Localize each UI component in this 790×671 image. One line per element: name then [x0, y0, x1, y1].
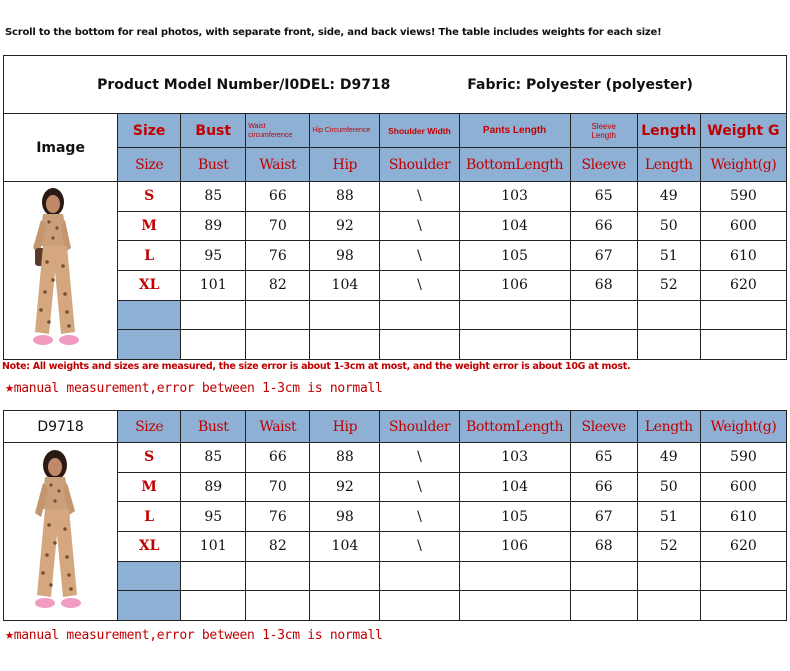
waist-cell: 76	[246, 241, 310, 271]
sleeve-cell: 67	[570, 241, 637, 271]
bottom-length-cell: 106	[459, 531, 570, 561]
length-cell: 51	[637, 241, 700, 271]
manual-note-text: manual measurement,error between 1-3cm is normall	[13, 381, 383, 396]
table-row	[4, 182, 787, 212]
header-bottom-length: BottomLength	[459, 411, 570, 443]
length-cell: 49	[637, 443, 700, 473]
weight-cell: 590	[700, 443, 786, 473]
shoulder-cell: \	[380, 182, 459, 212]
length-cell: 50	[637, 211, 700, 241]
length-cell: 52	[637, 270, 700, 300]
image-header: Image	[4, 114, 118, 182]
bust-cell: 85	[181, 443, 246, 473]
top-note: Scroll to the bottom for real photos, with separate front, side, and back views! The table includes weights for each size!	[5, 27, 662, 38]
header-top-shoulder: Shoulder Width	[380, 114, 459, 148]
hip-cell: 104	[310, 531, 380, 561]
empty-size-cell	[118, 330, 181, 360]
bust-cell: 89	[181, 472, 246, 502]
bust-cell: 101	[181, 270, 246, 300]
sleeve-cell: 68	[570, 270, 637, 300]
header-bottom-sleeve: Sleeve	[570, 148, 637, 182]
empty-row	[4, 330, 787, 360]
size-cell: S	[118, 182, 181, 212]
weight-cell: 610	[700, 502, 786, 532]
shoulder-cell: \	[380, 502, 459, 532]
size-table-1	[3, 55, 787, 360]
hip-cell: 104	[310, 270, 380, 300]
size-cell: XL	[118, 270, 181, 300]
model-fabric-row	[4, 56, 787, 114]
table-row	[4, 241, 787, 271]
header-top-hip: Hip Circumference	[310, 114, 380, 148]
manual-measurement-note-2	[5, 625, 383, 643]
length-cell: 51	[637, 502, 700, 532]
header-top-waist: Waist circumference	[246, 114, 310, 148]
sleeve-cell: 65	[570, 182, 637, 212]
shoulder-cell: \	[380, 531, 459, 561]
header-bottom-size: Size	[118, 148, 181, 182]
waist-cell: 70	[246, 472, 310, 502]
header-bottom-bottom-length: BottomLength	[459, 148, 570, 182]
manual-measurement-note	[5, 378, 383, 396]
weight-cell: 600	[700, 472, 786, 502]
weight-cell: 600	[700, 211, 786, 241]
header-waist: Waist	[246, 411, 310, 443]
bottom-length-cell: 104	[459, 472, 570, 502]
header-top-sleeve: Sleeve Length	[570, 114, 637, 148]
waist-cell: 70	[246, 211, 310, 241]
shoulder-cell: \	[380, 443, 459, 473]
bottom-length-cell: 103	[459, 182, 570, 212]
hip-cell: 98	[310, 502, 380, 532]
shoulder-cell: \	[380, 211, 459, 241]
size-cell: S	[118, 443, 181, 473]
waist-cell: 82	[246, 270, 310, 300]
header-bottom-shoulder: Shoulder	[380, 148, 459, 182]
bottom-length-cell: 104	[459, 211, 570, 241]
header-bottom-weight: Weight(g)	[700, 148, 786, 182]
header-shoulder: Shoulder	[380, 411, 459, 443]
header-hip: Hip	[310, 411, 380, 443]
waist-cell: 66	[246, 443, 310, 473]
sleeve-cell: 67	[570, 502, 637, 532]
header-weight: Weight(g)	[700, 411, 786, 443]
header-top-length: Length	[637, 114, 700, 148]
size-cell: L	[118, 502, 181, 532]
model-photo-2-figure	[5, 443, 117, 615]
hip-cell: 88	[310, 182, 380, 212]
table-row	[4, 472, 787, 502]
header-bottom-bust: Bust	[181, 148, 246, 182]
empty-size-cell	[118, 561, 181, 591]
star-icon: ★	[5, 625, 14, 643]
waist-cell: 66	[246, 182, 310, 212]
weight-cell: 610	[700, 241, 786, 271]
bottom-length-cell: 105	[459, 241, 570, 271]
empty-row	[4, 591, 787, 621]
weight-cell: 590	[700, 182, 786, 212]
size-table-2	[3, 410, 787, 621]
table-row	[4, 502, 787, 532]
length-cell: 52	[637, 531, 700, 561]
header-bottom-hip: Hip	[310, 148, 380, 182]
model-photo-1-figure	[5, 182, 117, 354]
sleeve-cell: 66	[570, 211, 637, 241]
bust-cell: 95	[181, 241, 246, 271]
model-label: Product Model Number/I0DEL: D9718	[97, 76, 391, 93]
weight-cell: 620	[700, 531, 786, 561]
empty-size-cell	[118, 591, 181, 621]
header-bottom-waist: Waist	[246, 148, 310, 182]
bottom-length-cell: 103	[459, 443, 570, 473]
header-bottom-length: Length	[637, 148, 700, 182]
size-cell: L	[118, 241, 181, 271]
header-bust: Bust	[181, 411, 246, 443]
table-row	[4, 531, 787, 561]
model-photo-1	[4, 182, 118, 360]
header-sleeve: Sleeve	[570, 411, 637, 443]
header-top-pants-length: Pants Length	[459, 114, 570, 148]
header-length: Length	[637, 411, 700, 443]
waist-cell: 76	[246, 502, 310, 532]
header-size: Size	[118, 411, 181, 443]
table-row	[4, 211, 787, 241]
manual-note-text-2: manual measurement,error between 1-3cm is normall	[13, 628, 383, 643]
sleeve-cell: 68	[570, 531, 637, 561]
hip-cell: 92	[310, 472, 380, 502]
length-cell: 50	[637, 472, 700, 502]
sleeve-cell: 65	[570, 443, 637, 473]
sleeve-cell: 66	[570, 472, 637, 502]
waist-cell: 82	[246, 531, 310, 561]
hip-cell: 88	[310, 443, 380, 473]
table-row	[4, 443, 787, 473]
weight-cell: 620	[700, 270, 786, 300]
size-cell: M	[118, 211, 181, 241]
bust-cell: 89	[181, 211, 246, 241]
shoulder-cell: \	[380, 270, 459, 300]
shoulder-cell: \	[380, 241, 459, 271]
star-icon: ★	[5, 378, 14, 396]
bottom-length-cell: 106	[459, 270, 570, 300]
hip-cell: 92	[310, 211, 380, 241]
header-top-size: Size	[118, 114, 181, 148]
size-cell: M	[118, 472, 181, 502]
bottom-length-cell: 105	[459, 502, 570, 532]
hip-cell: 98	[310, 241, 380, 271]
empty-row	[4, 561, 787, 591]
model-number-cell: D9718	[4, 411, 118, 443]
size-cell: XL	[118, 531, 181, 561]
bust-cell: 95	[181, 502, 246, 532]
length-cell: 49	[637, 182, 700, 212]
empty-size-cell	[118, 300, 181, 330]
model-photo-2	[4, 443, 118, 621]
shoulder-cell: \	[380, 472, 459, 502]
header-top-bust: Bust	[181, 114, 246, 148]
table-row	[4, 270, 787, 300]
header-top-weight: Weight G	[700, 114, 786, 148]
weight-note: Note: All weights and sizes are measured, the size error is about 1-3cm at most, and the weight error is about 10G at most.	[2, 361, 631, 372]
empty-row	[4, 300, 787, 330]
bust-cell: 85	[181, 182, 246, 212]
bust-cell: 101	[181, 531, 246, 561]
fabric-label: Fabric: Polyester (polyester)	[467, 76, 693, 93]
